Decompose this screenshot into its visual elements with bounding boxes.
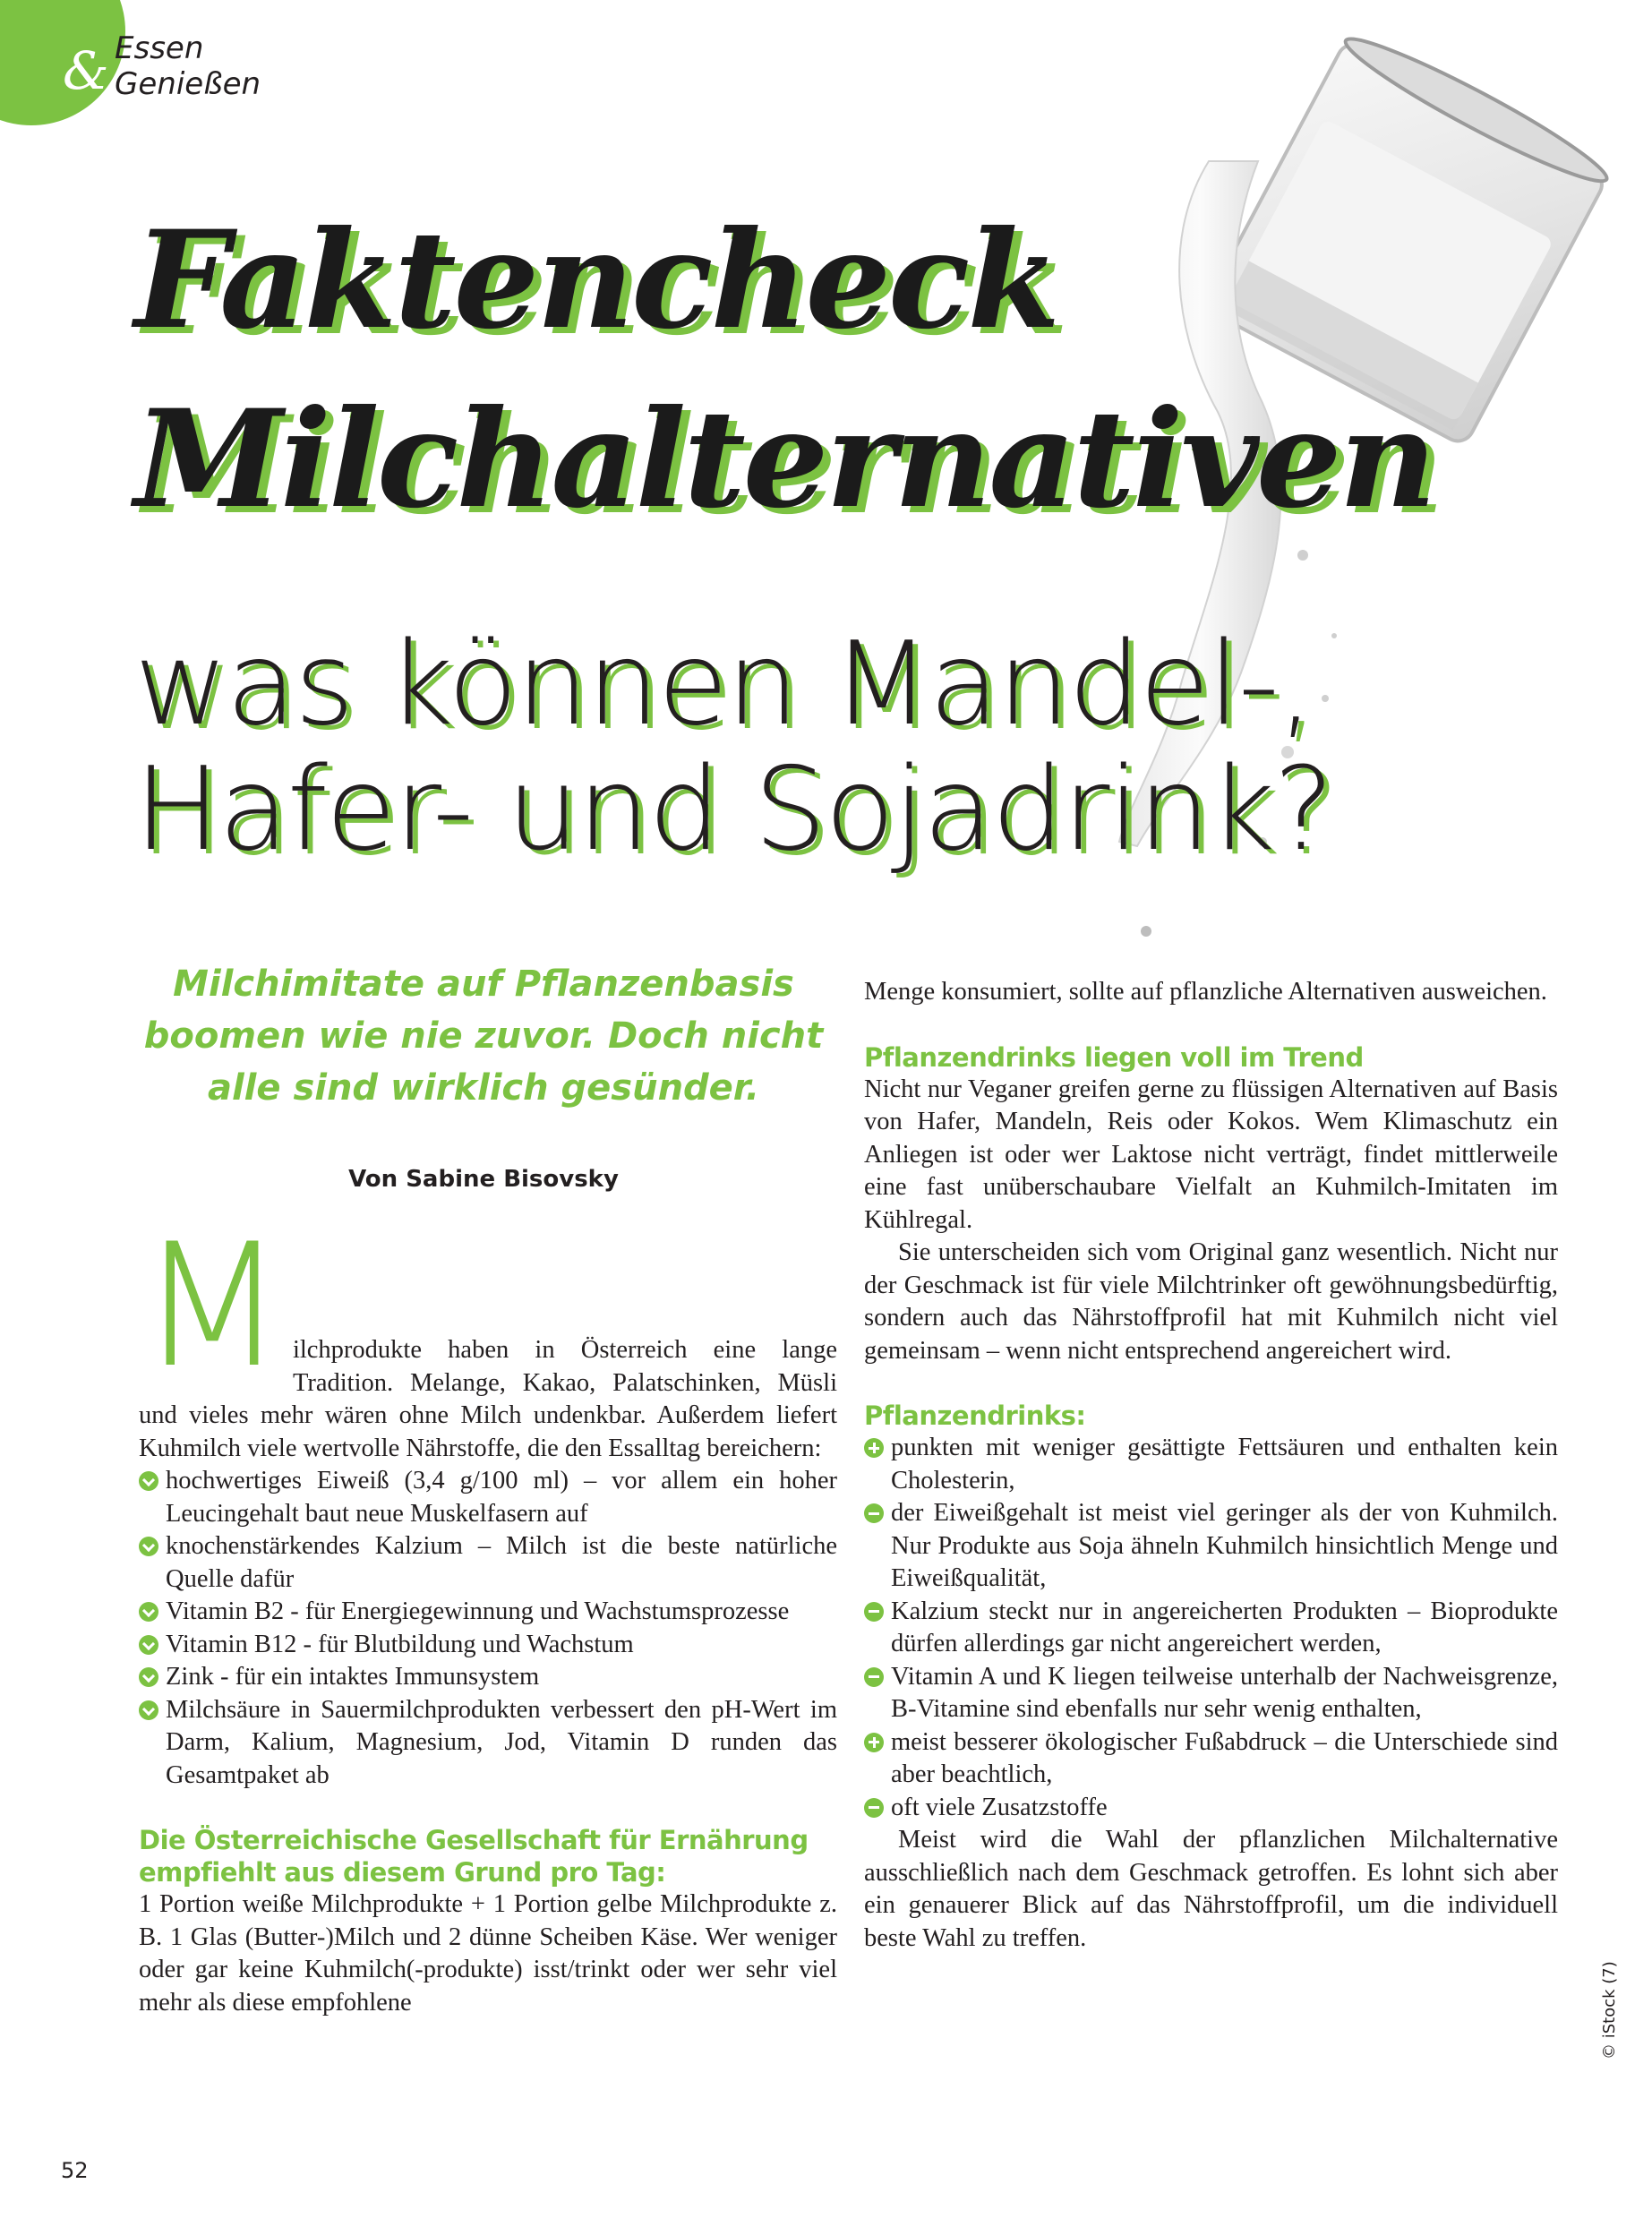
recommendation-heading: Die Österreichische Gesellschaft für Ernährung empfiehlt aus diesem Grund pro Tag:: [139, 1825, 809, 1888]
chevron-bullet-icon: [139, 1471, 158, 1491]
plus-icon: [864, 1438, 884, 1458]
section-label-line1: Essen: [115, 30, 204, 66]
plant-drinks-heading: Pflanzendrinks:: [864, 1400, 1086, 1431]
list-item: der Eiweißgehalt ist meist viel geringer als der von Kuhmilch. Nur Produkte aus Soja ähneln Kuhmilch hinsichtlich Menge und Eiweißqualität,: [864, 1497, 1558, 1596]
list-item: Vitamin B12 - für Blutbildung und Wachstum: [139, 1629, 837, 1662]
byline: Von Sabine Bisovsky: [348, 1166, 619, 1193]
chevron-bullet-icon: [139, 1635, 158, 1655]
left-column: [139, 1207, 837, 2019]
plus-icon: [864, 1733, 884, 1752]
subhead-line1: was können Mandel-,: [134, 618, 1313, 751]
list-item: hochwertiges Eiweiß (3,4 g/100 ml) – vor allem ein hoher Leucingehalt baut neue Muskelfasern auf: [139, 1465, 837, 1530]
photo-credit: © iStock (7): [1600, 1961, 1619, 2060]
section-ampersand: &: [63, 40, 109, 101]
chevron-bullet-icon: [139, 1700, 158, 1720]
list-item: Vitamin A und K liegen teilweise unterhalb der Nachweisgrenze, B-Vitamine sind ebenfalls nur sehr wenig enthalten,: [864, 1661, 1558, 1726]
drop-cap: M: [139, 1207, 286, 1405]
trend-heading: Pflanzendrinks liegen voll im Trend: [864, 1041, 1364, 1073]
intro-paragraph: [139, 1207, 837, 1465]
lead-text: Milchimitate auf Pflanzenbasis boomen wie nie zuvor. Doch nicht alle sind wirklich gesünder.: [143, 963, 824, 1109]
continued-text: Menge konsumiert, sollte auf pflanzliche Alternativen ausweichen.: [864, 978, 1547, 1006]
list-item: punkten mit weniger gesättigte Fettsäuren und enthalten kein Cholesterin,: [864, 1432, 1558, 1497]
recommendation-text: 1 Portion weiße Milchprodukte + 1 Portion gelbe Milchprodukte z. B. 1 Glas (Butter-)Milch und 2 dünne Scheiben Käse. Wer weniger oder gar keine Kuhmilch(-produkte) isst/trinkt oder wer sehr viel mehr als diese empfohlene: [139, 1890, 837, 2017]
list-item: meist besserer ökologischer Fußabdruck – die Unterschiede sind aber beachtlich,: [864, 1726, 1558, 1792]
right-column: [864, 976, 1558, 1955]
page-number: 52: [61, 2158, 89, 2183]
chevron-bullet-icon: [139, 1667, 158, 1687]
chevron-bullet-icon: [139, 1537, 158, 1556]
trend-paragraph: Nicht nur Veganer greifen gerne zu flüssigen Alternativen auf Basis von Hafer, Mandeln, Reis oder Kokos. Wem Klimaschutz ein Anliegen ist oder wer Laktose nicht verträgt, findet mittlerweile eine fast unüberschaubare Vielfalt an Kuhmilch-Imitaten im Kühlregal.: [864, 1075, 1558, 1234]
subhead-line2: Hafer- und Sojadrink?: [134, 743, 1333, 877]
list-item: knochenstärkendes Kalzium – Milch ist die beste natürliche Quelle dafür: [139, 1530, 837, 1596]
section-label-line2: Genießen: [115, 66, 261, 102]
minus-icon: [864, 1602, 884, 1622]
minus-icon: [864, 1798, 884, 1818]
conclusion-paragraph: Meist wird die Wahl der pflanzlichen Milchalternative ausschließlich nach dem Geschmack getroffen. Es lohnt sich aber ein genauerer Blick auf das Nährstoffprofil, um die individuell beste Wahl zu treffen.: [864, 1826, 1558, 1952]
minus-icon: [864, 1503, 884, 1523]
list-item: Vitamin B2 - für Energiegewinnung und Wachstumsprozesse: [139, 1596, 837, 1629]
headline-line2: Milchalternativen: [134, 381, 1434, 538]
list-item: Zink - für ein intaktes Immunsystem: [139, 1661, 837, 1694]
list-item: Milchsäure in Sauermilchprodukten verbessert den pH-Wert im Darm, Kalium, Magnesium, Jod, Vitamin D runden das Gesamtpaket ab: [139, 1694, 837, 1793]
section-label: [115, 30, 261, 102]
difference-paragraph: Sie unterscheiden sich vom Original ganz wesentlich. Nicht nur der Geschmack ist für viele Milchtrinker oft gewöhnungsbedürftig, sondern auch das Nährstoffprofil hat mit Kuhmilch nicht viel gemeinsam – wenn nicht entsprechend angereichert wird.: [864, 1238, 1558, 1365]
headline-line1: Faktencheck: [134, 201, 1058, 359]
list-item: Kalzium steckt nur in angereicherten Produkten – Bioprodukte dürfen allerdings gar nicht angereichert werden,: [864, 1596, 1558, 1661]
intro-text: ilchprodukte haben in Österreich eine lange Tradition. Melange, Kakao, Palatschinken, Müsli und vieles mehr wären ohne Milch undenkbar. Außerdem liefert Kuhmilch viele wertvolle Nährstoffe, die den Essalltag bereichern:: [139, 1336, 837, 1462]
chevron-bullet-icon: [139, 1602, 158, 1622]
list-item: oft viele Zusatzstoffe: [864, 1792, 1558, 1825]
minus-icon: [864, 1667, 884, 1687]
